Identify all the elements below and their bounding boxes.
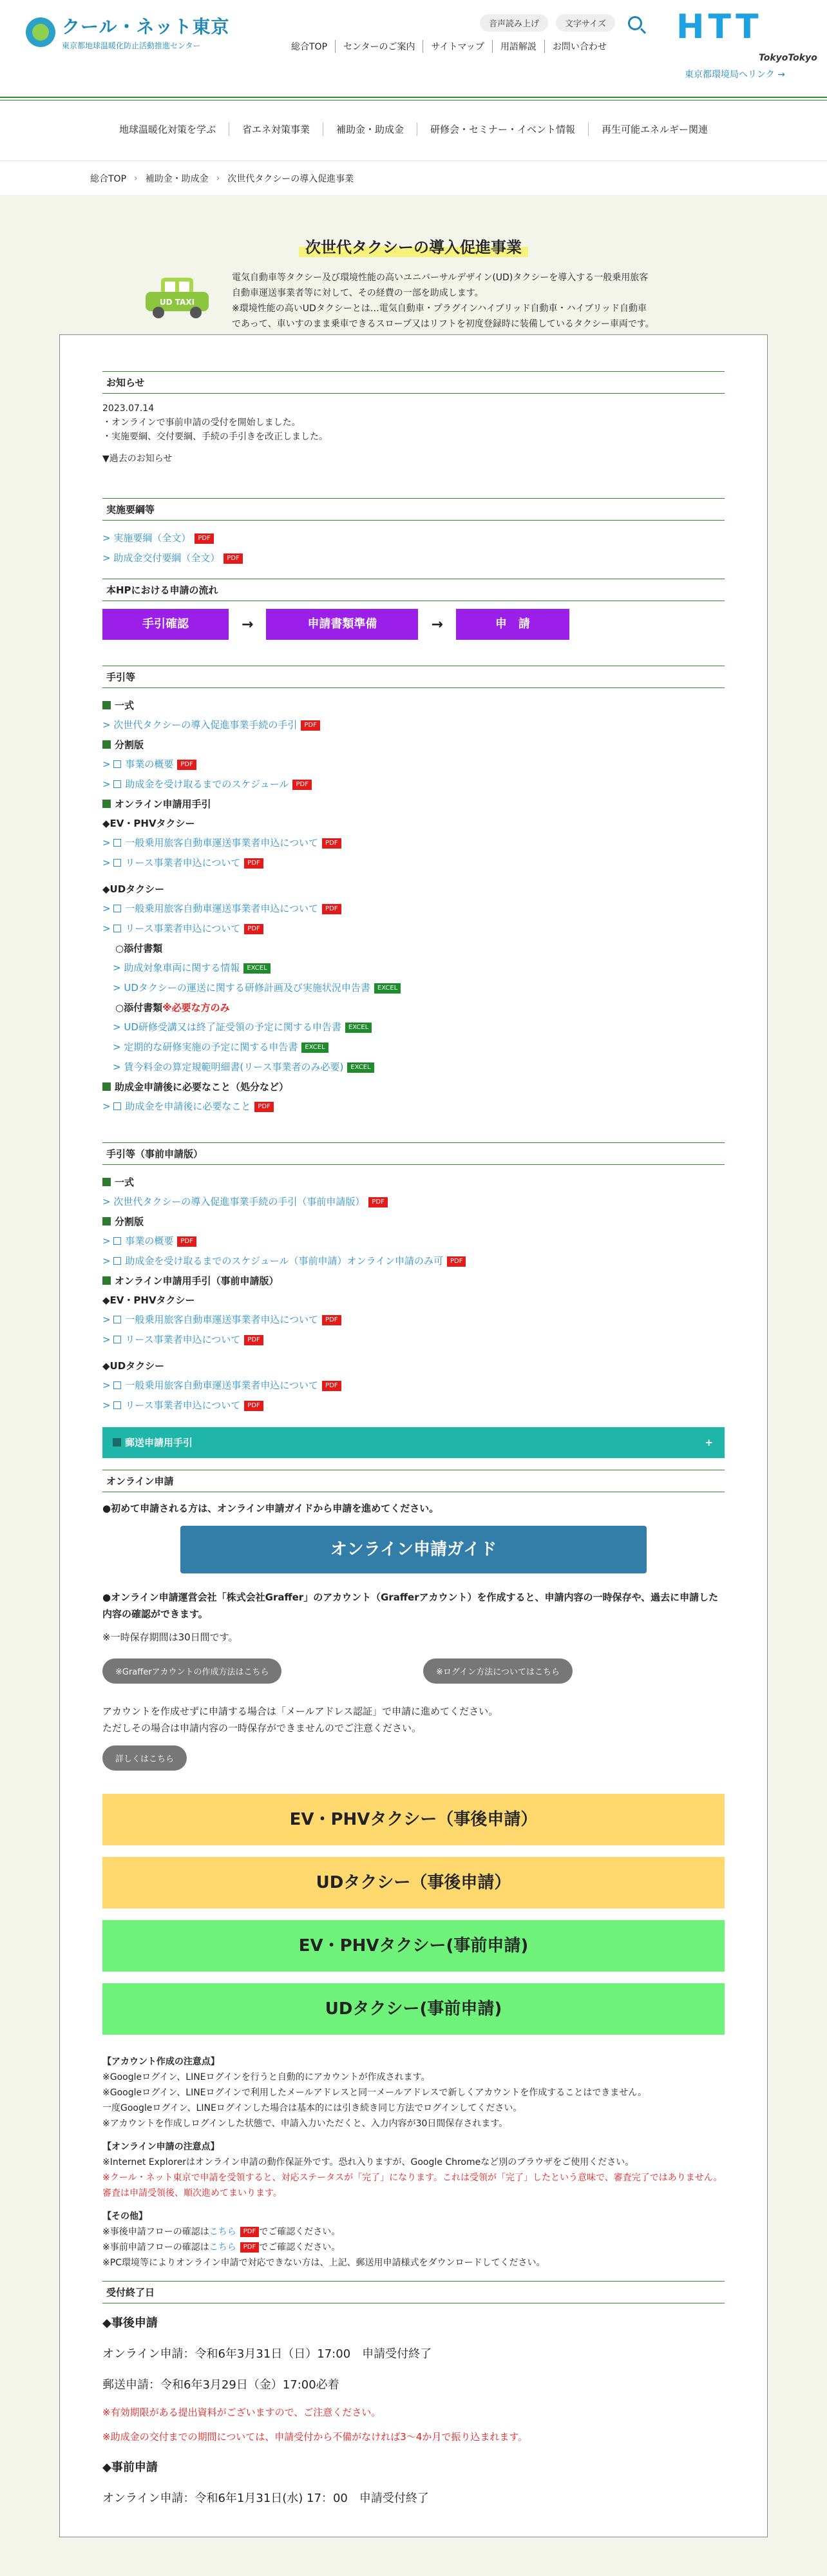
mainnav-energy[interactable]: 省エネ対策事業 — [229, 122, 323, 136]
htt-tokyo-text: TokyoTokyo — [759, 53, 817, 63]
tebiki-link[interactable]: > 次世代タクシーの導入促進事業手続の手引 PDF — [102, 715, 725, 735]
taxi-icon — [142, 270, 213, 322]
htt-logo-text: HTT — [676, 8, 763, 46]
tebiki-link[interactable]: > リース事業者申込について PDF — [102, 853, 725, 873]
past-news-toggle[interactable]: ▼過去のお知らせ — [102, 454, 173, 464]
breadcrumb: 総合TOP › 補助金・助成金 › 次世代タクシーの導入促進事業 — [0, 161, 827, 196]
mainnav-seminar[interactable]: 研修会・セミナー・イベント情報 — [417, 122, 588, 136]
tebiki2-isshiki-label: 一式 — [102, 1173, 725, 1192]
logo-subtitle: 東京都地球温暖化防止活動推進センター — [62, 41, 201, 50]
tenpu2-label: ○添付書類※必要な方のみ — [115, 1002, 230, 1014]
tenpu-label: ○添付書類 — [115, 943, 163, 954]
news-line: ・オンラインで事前申請の受付を開始しました。 — [102, 418, 301, 428]
graffer-account-button[interactable]: ※Grafferアカウントの作成方法はこちら — [102, 1658, 281, 1684]
breadcrumb-subsidy[interactable]: 補助金・助成金 — [145, 173, 209, 184]
deadline-remark: ※助成金の交付までの期間については、申請受付から不備がなければ3～4か月で振り込まれます。 — [102, 2431, 528, 2443]
note-line: ※アカウントを作成しログインした状態で、申請入力いただくと、入力内容が30日間保存されます。 — [102, 2119, 508, 2129]
tenpu-link[interactable]: > 賃今料金の算定規範明細書(リース事業者のみ必要) EXCEL — [102, 1057, 725, 1077]
note-line: ※Googleログイン、LINEログインを行うと自動的にアカウントが作成されます。 — [102, 2072, 430, 2082]
ud-label: ◆UDタクシー — [102, 883, 165, 895]
flow-step-guide: 手引確認 — [102, 609, 229, 640]
note-heading: 【オンライン申請の注意点】 — [102, 2142, 220, 2152]
logo-icon — [26, 17, 55, 47]
site-header — [0, 0, 827, 97]
online-heading: オンライン申請 — [102, 1470, 725, 1492]
tebiki2-link[interactable]: > 次世代タクシーの導入促進事業手続の手引（事前申請版） PDF — [102, 1192, 725, 1212]
mainnav-renewable[interactable]: 再生可能エネルギー関連 — [588, 122, 721, 136]
mainnav-subsidy[interactable]: 補助金・助成金 — [323, 122, 417, 136]
note-line: ※Internet Explorerはオンライン申請の動作保証外です。恐れ入りますが、Google Chromeなど別のブラウザをご使用ください。 — [102, 2157, 634, 2167]
note-heading: 【その他】 — [102, 2211, 147, 2222]
news-line: ・実施要綱、交付要綱、手続の手引きを改正しました。 — [102, 432, 328, 442]
env-bureau-link[interactable]: 東京都環境局へリンク → — [685, 70, 785, 80]
note-line: ※事前申請フローの確認はこちら PDF でご確認ください。 — [102, 2242, 341, 2253]
tebiki-online-label: オンライン申請用手引 — [102, 794, 725, 814]
note-line: ※PC環境等によりオンライン申請で対応できない方は、上記、郵送用申請様式をダウンロードしてください。 — [102, 2258, 546, 2268]
voice-read-button[interactable]: 音声読み上げ — [480, 14, 548, 32]
search-icon[interactable] — [628, 16, 642, 30]
notes — [102, 2054, 725, 2271]
ud-label: ◆UDタクシー — [102, 1360, 165, 1372]
news-date: 2023.07.14 — [102, 403, 155, 414]
tebiki-isshiki-label: 一式 — [102, 696, 725, 715]
news-body — [102, 401, 725, 466]
tebiki2-heading: 手引等（事前申請版） — [102, 1142, 725, 1165]
top-nav — [283, 40, 614, 53]
content-box — [59, 334, 768, 2537]
post-flow-link[interactable]: こちら — [209, 2227, 236, 2237]
ev-label: ◆EV・PHVタクシー — [102, 818, 195, 829]
breadcrumb-top[interactable]: 総合TOP — [90, 173, 127, 184]
tenpu-link[interactable]: > UDタクシーの運送に関する研修計画及び実施状況申告書 EXCEL — [102, 978, 725, 998]
tebiki-heading: 手引等 — [102, 666, 725, 688]
postal-accordion[interactable]: 郵送申請用手引 + — [102, 1427, 725, 1458]
youkou-link[interactable]: > 助成金交付要綱（全文） PDF — [102, 548, 725, 568]
main-nav — [0, 97, 827, 161]
deadline-pre-label: ◆事前申請 — [102, 2461, 158, 2474]
note-heading: 【アカウント作成の注意点】 — [102, 2057, 220, 2067]
hold-text: ※一時保存期間は30日間です。 — [102, 1631, 238, 1643]
intro-line: 自動車運送事業者等に対して、その経費の一部を助成します。 — [232, 288, 484, 298]
topnav-top[interactable]: 総合TOP — [291, 42, 328, 52]
tebiki2-bunkatsu-label: 分割版 — [102, 1212, 725, 1231]
arrow-icon: → — [242, 616, 254, 633]
flow-step-prepare: 申請書類準備 — [266, 609, 418, 640]
online-first-text: ●初めて申請される方は、オンライン申請ガイドから申請を進めてください。 — [102, 1503, 439, 1514]
topnav-glossary[interactable]: 用語解説 — [492, 40, 544, 53]
main-content — [0, 196, 827, 2576]
tebiki-bunkatsu-label: 分割版 — [102, 735, 725, 755]
pre-flow-link[interactable]: こちら — [209, 2242, 236, 2253]
deadline-remark: ※有効期限がある提出資料がございますので、ご注意ください。 — [102, 2407, 381, 2418]
after-link[interactable]: > 助成金を申請後に必要なこと PDF — [102, 1097, 725, 1117]
tenpu-link[interactable]: > UD研修受講又は終了証受領の予定に関する申告書 EXCEL — [102, 1017, 725, 1037]
tebiki2-link[interactable]: > リース事業者申込について PDF — [102, 1330, 725, 1350]
page-title: 次世代タクシーの導入促進事業 — [299, 235, 528, 257]
site-logo[interactable] — [26, 13, 229, 51]
tebiki-link[interactable]: > 一般乗用旅客自動車運送事業者申込について PDF — [102, 833, 725, 853]
apply-ud-pre-button[interactable]: UDタクシー(事前申請) — [102, 1983, 725, 2035]
intro-line: 電気自動車等タクシー及び環境性能の高いユニバーサルデザイン(UD)タクシーを導入する一般乗用旅客 — [232, 273, 649, 283]
tebiki2-link[interactable]: > リース事業者申込について PDF — [102, 1396, 725, 1416]
tebiki-link[interactable]: > 一般乗用旅客自動車運送事業者申込について PDF — [102, 899, 725, 919]
topnav-about[interactable]: センターのご案内 — [335, 40, 423, 53]
note-line: ※事後申請フローの確認はこちら PDF でご確認ください。 — [102, 2227, 341, 2237]
apply-ud-post-button[interactable]: UDタクシー（事後申請） — [102, 1857, 725, 1908]
tebiki2-link[interactable]: > 事業の概要 PDF — [102, 1231, 725, 1251]
deadline-post-label: ◆事後申請 — [102, 2316, 158, 2330]
news-heading: お知らせ — [102, 371, 725, 394]
tenpu-link[interactable]: > 助成対象車両に関する情報 EXCEL — [102, 958, 725, 978]
apply-ev-post-button[interactable]: EV・PHVタクシー（事後申請） — [102, 1794, 725, 1845]
youkou-heading: 実施要綱等 — [102, 498, 725, 521]
graffer-text: ●オンライン申請運営会社「株式会社Graffer」のアカウント（Grafferアカウント）を作成すると、申請内容の一時保存や、過去に申請した内容の確認ができます。 — [102, 1591, 719, 1620]
note-line: 一度Googleログイン、LINEログインした場合は基本的には引き続き同じ方法でログインしてください。 — [102, 2103, 522, 2113]
intro-line: ※環境性能の高いUDタクシーとは…電気自動車・プラグインハイブリッド自動車・ハイブリッド自動車 — [232, 303, 647, 314]
login-method-button[interactable]: ※ログイン方法についてはこちら — [423, 1658, 573, 1684]
apply-ev-pre-button[interactable]: EV・PHVタクシー(事前申請) — [102, 1920, 725, 1972]
tenpu-link[interactable]: > 定期的な研修実施の予定に関する申告書 EXCEL — [102, 1037, 725, 1057]
intro-line: であって、車いすのまま乗車できるスロープ又はリフトを初度登録時に装備しているタクシー車両です。 — [232, 319, 654, 329]
deadline-heading: 受付終了日 — [102, 2281, 725, 2303]
ev-label: ◆EV・PHVタクシー — [102, 1294, 195, 1306]
flow-heading: 本HPにおける申請の流れ — [102, 579, 725, 601]
tebiki2-online-label: オンライン申請用手引（事前申請版） — [102, 1271, 725, 1291]
deadline-pre-online: オンライン申請：令和6年1月31日(水) 17：00 申請受付終了 — [102, 2492, 429, 2505]
note-line: ※クール・ネット東京で申請を受領すると、対応ステータスが「完了」になります。これは受領が「完了」したという意味で、審査完了ではありません。審査は申請受領後、順次進めてまいります。 — [102, 2173, 723, 2198]
mail-auth-text: ただしその場合は申請内容の一時保存ができませんのでご注意ください。 — [102, 1722, 422, 1734]
intro-text — [232, 270, 747, 332]
mainnav-learn[interactable]: 地球温暖化対策を学ぶ — [119, 124, 216, 135]
topnav-sitemap[interactable]: サイトマップ — [423, 40, 491, 53]
note-line: ※Googleログイン、LINEログインで利用したメールアドレスと同一メールアドレスで新しくアカウントを作成することはできません。 — [102, 2088, 647, 2098]
htt-logo[interactable] — [676, 8, 817, 63]
detail-button[interactable]: 詳しくはこちら — [102, 1745, 187, 1771]
tebiki2-link[interactable]: > 一般乗用旅客自動車運送事業者申込について PDF — [102, 1376, 725, 1396]
online-guide-button[interactable]: オンライン申請ガイド — [180, 1526, 647, 1573]
tebiki2-link[interactable]: > 一般乗用旅客自動車運送事業者申込について PDF — [102, 1310, 725, 1330]
breadcrumb-current: 次世代タクシーの導入促進事業 — [227, 173, 354, 184]
logo-title: クール・ネット東京 — [62, 16, 230, 37]
deadline-mail: 郵送申請：令和6年3月29日（金）17:00必着 — [102, 2378, 339, 2392]
flow-step-apply: 申 請 — [456, 609, 569, 640]
pdf-icon: PDF — [195, 533, 213, 544]
taxi-label: UD TAXI — [159, 298, 195, 307]
tebiki2-link[interactable]: > 助成金を受け取るまでのスケジュール（事前申請）オンライン申請のみ可 PDF — [102, 1251, 725, 1271]
pdf-icon: PDF — [223, 553, 242, 564]
tebiki-link[interactable]: > 事業の概要 PDF — [102, 755, 725, 774]
tebiki-link[interactable]: > 助成金を受け取るまでのスケジュール PDF — [102, 774, 725, 794]
font-size-button[interactable]: 文字サイズ — [556, 14, 615, 32]
mail-auth-text: アカウントを作成せずに申請する場合は「メールアドレス認証」で申請に進めてください。 — [102, 1706, 499, 1717]
arrow-icon: → — [431, 616, 443, 633]
deadline-online: オンライン申請：令和6年3月31日（日）17:00 申請受付終了 — [102, 2347, 432, 2361]
tebiki-link[interactable]: > リース事業者申込について PDF — [102, 919, 725, 939]
after-label: 助成金申請後に必要なこと（処分など） — [102, 1077, 725, 1097]
flow-steps — [102, 609, 725, 640]
topnav-contact[interactable]: お問い合わせ — [544, 40, 614, 53]
youkou-link[interactable]: > 実施要綱（全文） PDF — [102, 528, 725, 548]
